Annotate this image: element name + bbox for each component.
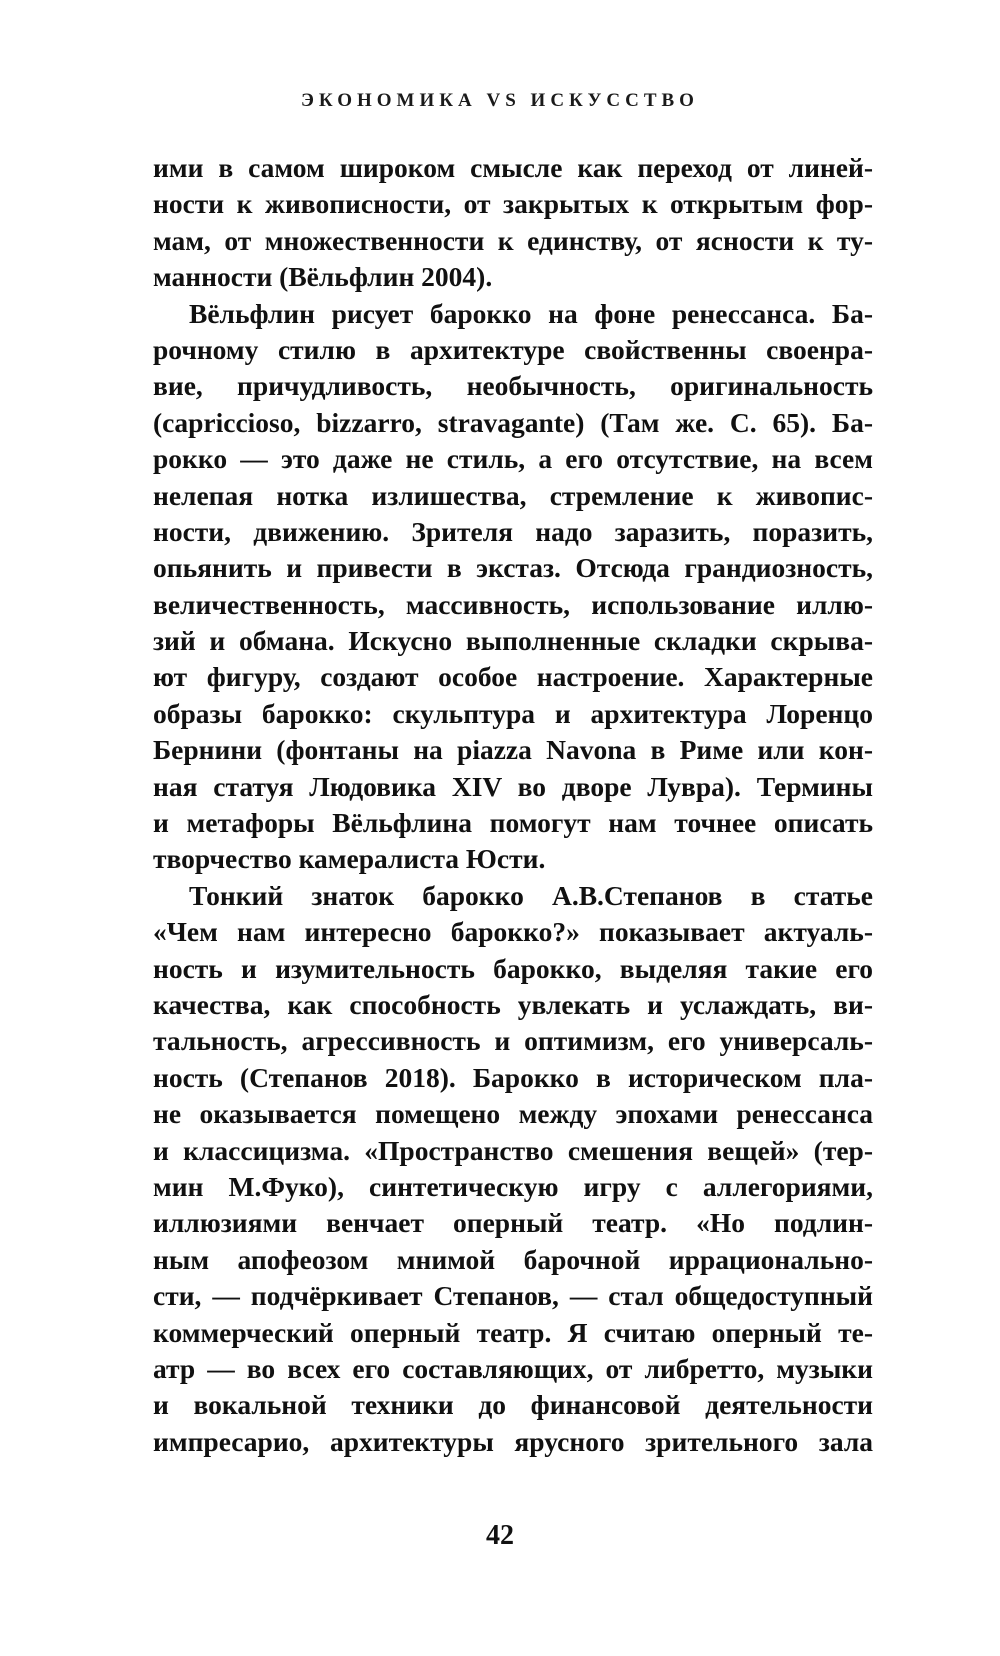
text-line: «Чем нам интересно барокко?» показывает актуаль-	[153, 916, 873, 948]
text-line: ным апофеозом мнимой барочной иррационально-	[153, 1243, 873, 1275]
text-line: и вокальной техники до финансовой деятельности	[153, 1389, 873, 1421]
text-line: ность и изумительность барокко, выделяя такие его	[153, 952, 873, 984]
text-line: манности (Вёльфлин 2004).	[153, 261, 493, 293]
text-line: ность (Степанов 2018). Барокко в историческом пла-	[153, 1061, 873, 1093]
text-line: Бернини (фонтаны на piazza Navona в Риме или кон-	[153, 734, 873, 766]
text-line: величественность, массивность, использование иллю-	[153, 588, 873, 620]
text-line: коммерческий оперный театр. Я считаю оперный те-	[153, 1316, 873, 1348]
text-line: иллюзиями венчает оперный театр. «Но подлин-	[153, 1207, 873, 1239]
text-line: зий и обмана. Искусно выполненные складки скрыва-	[153, 625, 873, 657]
text-line: ности к живописности, от закрытых к открытым фор-	[153, 188, 873, 220]
text-line: мам, от множественности к единству, от ясности к ту-	[153, 224, 873, 256]
text-line: не оказывается помещено между эпохами ренессанса	[153, 1098, 873, 1130]
text-line: образы барокко: скульптура и архитектура Лоренцо	[153, 697, 873, 729]
text-line: ности, движению. Зрителя надо заразить, поразить,	[153, 515, 873, 547]
text-line: импресарио, архитектуры ярусного зрительного зала	[153, 1425, 873, 1457]
text-line: ная статуя Людовика XIV во дворе Лувра). Термины	[153, 770, 873, 802]
text-line: и метафоры Вёльфлина помогут нам точнее описать	[153, 807, 873, 839]
text-line: мин М.Фуко), синтетическую игру с аллегориями,	[153, 1170, 873, 1202]
text-line: тальность, агрессивность и оптимизм, его универсаль-	[153, 1025, 873, 1057]
text-line: рокко — это даже не стиль, а его отсутствие, на всем	[153, 443, 873, 475]
text-line: рочному стилю в архитектуре свойственны своенра-	[153, 333, 873, 365]
body-text	[153, 150, 873, 1460]
text-line: атр — во всех его составляющих, от либретто, музыки	[153, 1352, 873, 1384]
text-line: опьянить и привести в экстаз. Отсюда грандиозность,	[153, 552, 873, 584]
text-line: ими в самом широком смысле как переход от линей-	[153, 152, 873, 183]
text-line: Тонкий знаток барокко А.В.Степанов в статье	[189, 879, 873, 911]
text-line: творчество камералиста Юсти.	[153, 843, 546, 875]
text-line: нелепая нотка излишества, стремление к живопис-	[153, 479, 873, 511]
text-line: качества, как способность увлекать и услаждать, ви-	[153, 988, 873, 1020]
text-line: (capriccioso, bizzarro, stravagante) (Там же. С. 65). Ба-	[153, 406, 873, 438]
running-head: ЭКОНОМИКА VS ИСКУССТВО	[301, 90, 699, 111]
text-line: и классицизма. «Пространство смешения вещей» (тер-	[153, 1134, 873, 1166]
text-line: сти, — подчёркивает Степанов, — стал общедоступный	[153, 1280, 873, 1312]
text-line: вие, причудливость, необычность, оригинальность	[153, 370, 873, 402]
page-number: 42	[486, 1520, 514, 1551]
text-line: ют фигуру, создают особое настроение. Характерные	[153, 661, 873, 693]
text-line: Вёльфлин рисует барокко на фоне ренессанса. Ба-	[189, 297, 873, 329]
